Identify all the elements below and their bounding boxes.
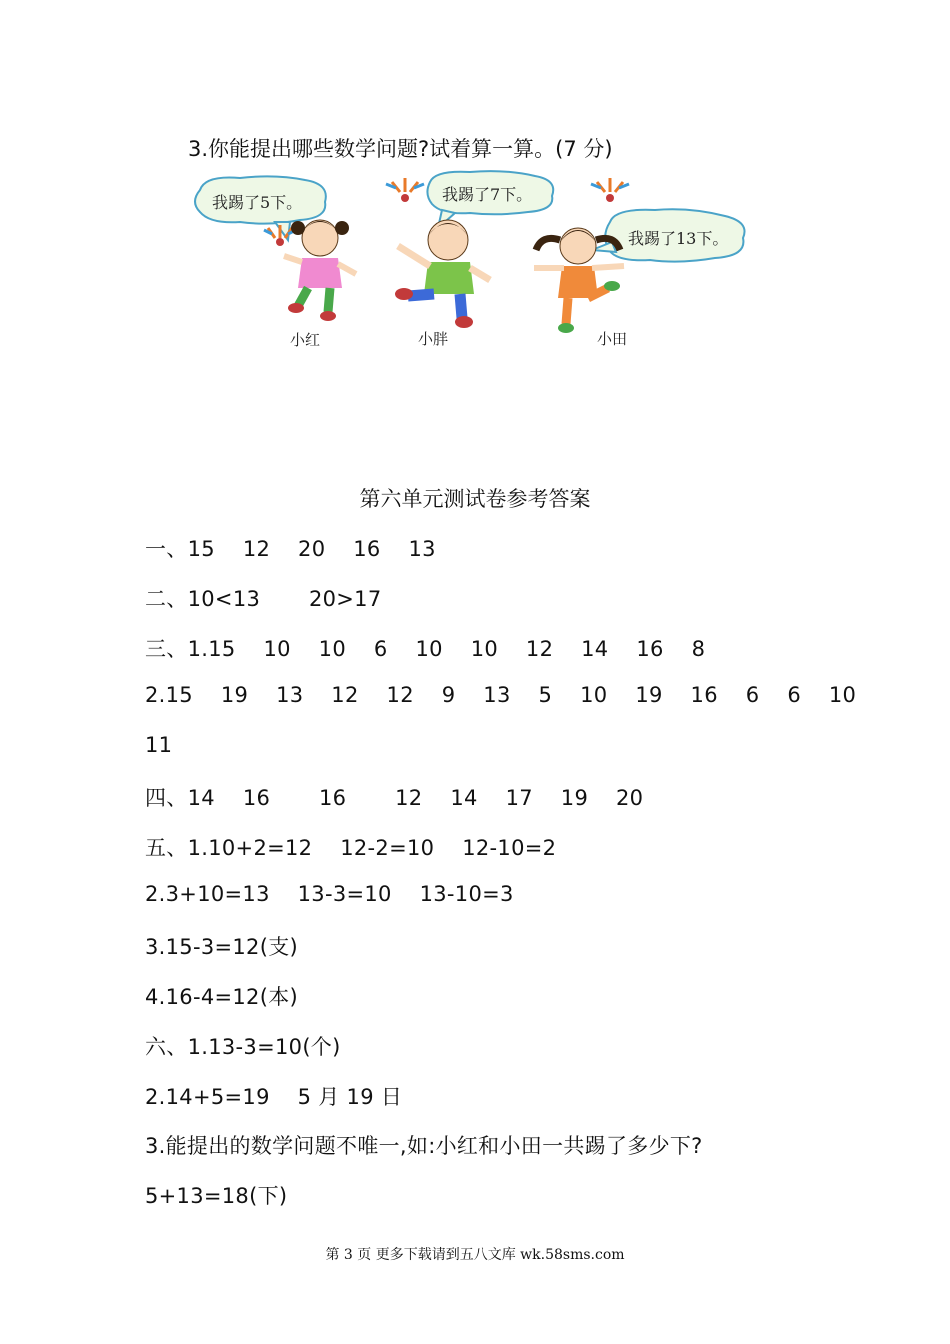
page-footer: 第 3 页 更多下载请到五八文库 wk.58sms.com [325,1247,625,1263]
illustration-svg [180,170,729,370]
bubble-text-3: 我踢了13下。 [628,229,729,248]
answer-line-10: 4.16-4=12(本) [145,985,298,1009]
speech-bubble-3 [592,206,745,262]
bubble-text-1: 我踢了5下。 [212,193,303,212]
illustration-kids-kicking-shuttlecock [180,170,729,370]
shuttlecock-icon [591,178,629,202]
answer-line-9: 3.15-3=12(支) [145,935,298,959]
name-label-2: 小胖 [418,330,449,348]
answer-line-13: 3.能提出的数学问题不唯一,如:小红和小田一共踢了多少下? [145,1134,703,1158]
answer-line-1: 一、15 12 20 16 13 [145,537,436,561]
bubble-text-2: 我踢了7下。 [442,185,533,204]
answer-line-2: 二、10<13 20>17 [145,587,382,611]
answer-line-5: 11 [145,733,173,757]
speech-bubble-2 [427,171,553,228]
answer-line-4: 2.15 19 13 12 12 9 13 5 10 19 16 6 6 10 [145,683,857,707]
figure-xiaopang [395,220,490,328]
question-3-prompt: 3.你能提出哪些数学问题?试着算一算。(7 分) [188,137,613,161]
figure-xiaohong [284,220,356,321]
answer-line-14: 5+13=18(下) [145,1184,288,1208]
answer-key-title: 第六单元测试卷参考答案 [359,487,591,511]
shuttlecock-icon [386,178,424,202]
name-label-1: 小红 [290,331,321,349]
answer-line-11: 六、1.13-3=10(个) [145,1035,341,1059]
name-label-3: 小田 [597,330,628,348]
answer-line-7: 五、1.10+2=12 12-2=10 12-10=2 [145,836,557,860]
answer-line-8: 2.3+10=13 13-3=10 13-10=3 [145,882,514,906]
answer-line-12: 2.14+5=19 5 月 19 日 [145,1085,403,1109]
answer-line-6: 四、14 16 16 12 14 17 19 20 [145,786,644,810]
answer-line-3: 三、1.15 10 10 6 10 10 12 14 16 8 [145,637,706,661]
